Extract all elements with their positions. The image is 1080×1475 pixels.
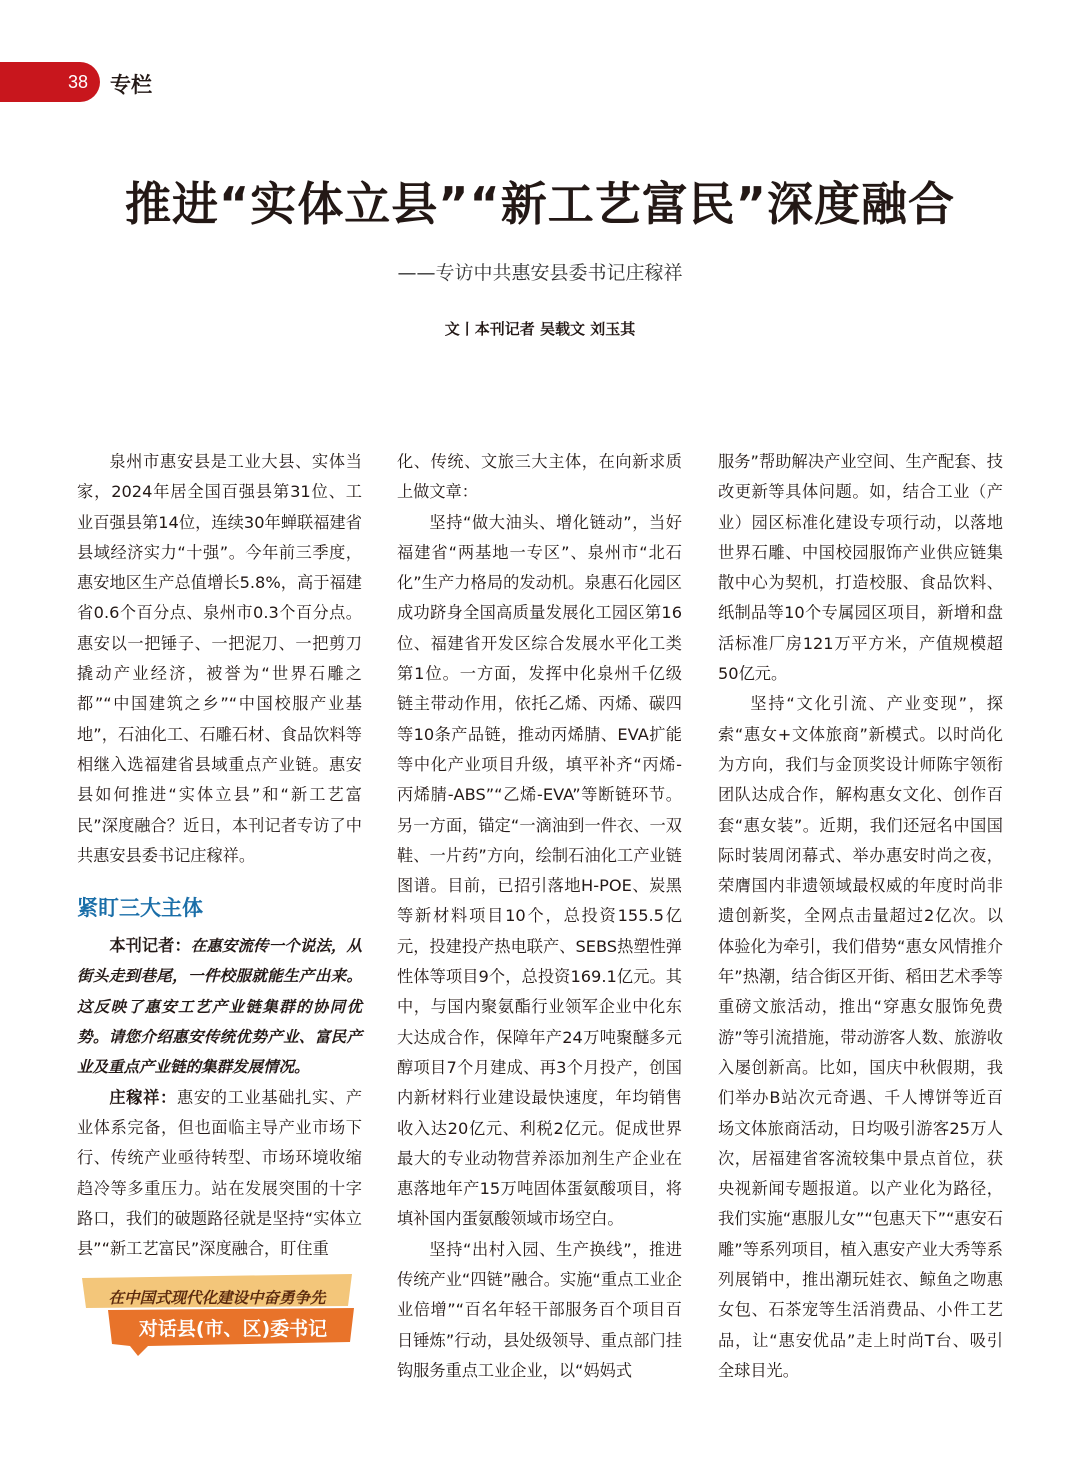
section-heading: 紧盯三大主体 — [77, 896, 203, 921]
question-text: 在惠安流传一个说法，从街头走到巷尾，一件校服就能生产出来。这反映了惠安工艺产业链集群的协同优势。请您介绍惠安传统优势产业、富民产业及重点产业链的集群发展情况。 — [77, 936, 362, 1077]
page-number: 38 — [68, 72, 89, 92]
banner-slogan: 在中国式现代化建设中奋勇争先 — [108, 1288, 326, 1307]
paragraph: 服务”帮助解决产业空间、生产配套、技改更新等具体问题。如，结合工业（产业）园区标准化建设专项行动，以落地世界石雕、中国校园服饰产业供应链集散中心为契机，打造校服、食品饮料、纸制品等10个专属园区项目，新增和盘活标准厂房121万平方米，产值规模超50亿元。 — [718, 452, 1003, 684]
paragraph: 坚持“出村入园、生产换线”，推进传统产业“四链”融合。实施“重点工业企业倍增”“百名年轻干部服务百个项目百日锤炼”行动，县处级领导、重点部门挂钩服务重点工业企业，以“妈妈式 — [397, 1239, 682, 1380]
reporter-question — [77, 931, 362, 1082]
answer-paragraph — [77, 1083, 362, 1265]
article-byline: 文丨本刊记者 吴载文 刘玉其 — [444, 320, 636, 338]
article-subtitle: ——专访中共惠安县委书记庄稼祥 — [397, 262, 683, 284]
column-2 — [397, 447, 682, 1386]
paragraph: 坚持“文化引流、产业变现”，探索“惠女+文体旅商”新模式。以时尚化为方向，我们与金顶奖设计师陈宇领衔团队达成合作，解构惠女文化、创作百套“惠女装”。近期，我们还冠名中国国际时装周闭幕式、举办惠安时尚之夜，荣膺国内非遗领域最权威的年度时尚非遗创新奖，全网点击量超过2亿次。以体验化为牵引，我们借势“惠女风情推介年”热潮，结合街区开街、稻田艺术季等重磅文旅活动，推出“穿惠女服饰免费游”等引流措施，带动游客人数、旅游收入屡创新高。比如，国庆中秋假期，我们举办B站次元奇遇、千人博饼等近百场文体旅商活动，日均吸引游客25万人次，居福建省客流较集中景点首位，获央视新闻专题报道。以产业化为路径，我们实施“惠服儿女”“包惠天下”“惠安石雕”等系列项目，植入惠安产业大秀等系列展销中，推出潮玩娃衣、鲸鱼之吻惠女包、石茶宠等生活消费品、小件工艺品，让“惠安优品”走上时尚T台、吸引全球目光。 — [718, 694, 1003, 1380]
column-3 — [718, 447, 1003, 1386]
article-title: 推进“实体立县”“新工艺富民”深度融合 — [125, 177, 955, 231]
question-label: 本刊记者： — [109, 936, 191, 956]
banner-series-title: 对话县(市、区)委书记 — [138, 1318, 328, 1340]
answer-label: 庄稼祥： — [109, 1087, 177, 1107]
answer-text: 惠安的工业基础扎实、产业体系完备，但也面临主导产业市场下行、传统产业亟待转型、市场环境收缩趋冷等多重压力。站在发展突围的十字路口，我们的破题路径就是坚持“实体立县”“新工艺富民”深度融合，盯住重 — [77, 1087, 363, 1259]
paragraph: 坚持“做大油头、增化链动”，当好福建省“两基地一专区”、泉州市“北石化”生产力格局的发动机。泉惠石化园区成功跻身全国高质量发展化工园区第16位、福建省开发区综合发展水平化工类第1位。一方面，发挥中化泉州千亿级链主带动作用，依托乙烯、丙烯、碳四等10条产品链，推动丙烯腈、EVA扩能等中化产业项目升级，填平补齐“丙烯-丙烯腈-ABS”“乙烯-EVA”等断链环节。另一方面，锚定“一滴油到一件衣、一双鞋、一片药”方向，绘制石油化工产业链图谱。目前，已招引落地H-POE、炭黑等新材料项目10个，总投资155.5亿元，投建投产热电联产、SEBS热塑性弹性体等项目9个，总投资169.1亿元。其中，与国内聚氨酯行业领军企业中化东大达成合作，保障年产24万吨聚醚多元醇项目7个月建成、再3个月投产，创国内新材料行业建设最快速度，年均销售收入达20亿元、利税2亿元。促成世界最大的专业动物营养添加剂生产企业在惠落地年产15万吨固体蛋氨酸项目，将填补国内蛋氨酸领域市场空白。 — [397, 512, 682, 1229]
column-1 — [77, 447, 362, 1264]
section-label: 专栏 — [110, 73, 152, 97]
series-banner — [78, 1272, 356, 1358]
paragraph: 化、传统、文旅三大主体，在向新求质上做文章： — [397, 452, 682, 502]
intro-paragraph: 泉州市惠安县是工业大县、实体当家，2024年居全国百强县第31位、工业百强县第14位，连续30年蝉联福建省县域经济实力“十强”。今年前三季度，惠安地区生产总值增长5.8%，高于福建省0.6个百分点、泉州市0.3个百分点。惠安以一把锤子、一把泥刀、一把剪刀撬动产业经济，被誉为“世界石雕之都”“中国建筑之乡”“中国校服产业基地”，石油化工、石雕石材、食品饮料等相继入选福建省县域重点产业链。惠安县如何推进“实体立县”和“新工艺富民”深度融合？近日，本刊记者专访了中共惠安县委书记庄稼祥。 — [77, 452, 362, 865]
